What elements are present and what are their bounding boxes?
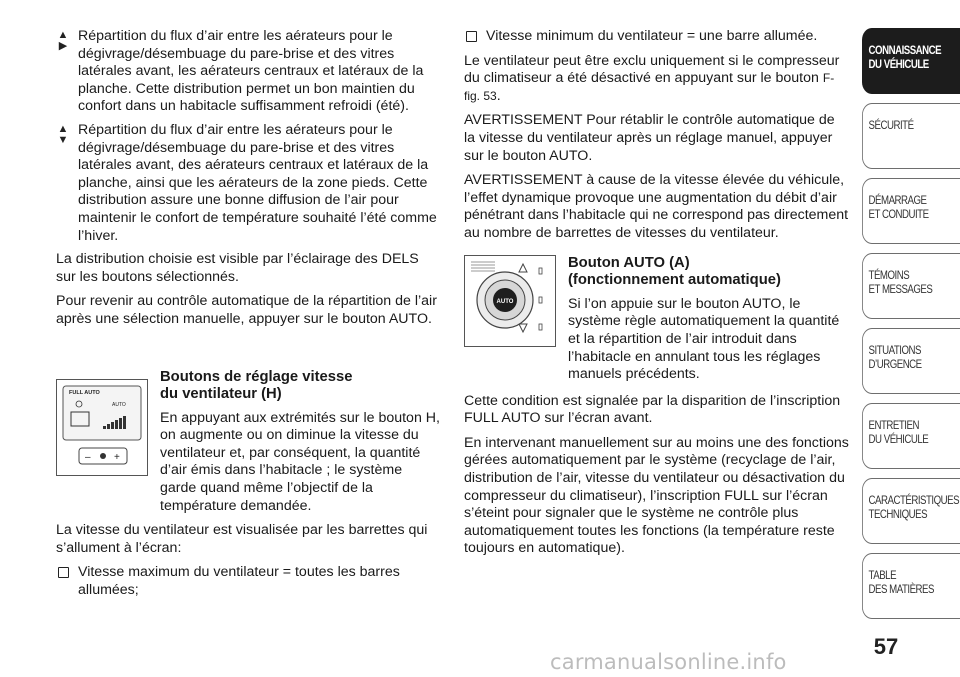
distribution-up-right xyxy=(56,28,441,116)
panel-auto-label: AUTO xyxy=(112,401,126,408)
distribution-up-down xyxy=(56,122,441,245)
tab-entretien-vehicule[interactable]: ENTRETIEN DU VÉHICULE xyxy=(862,403,960,469)
tab-caracteristiques-techniques[interactable]: CARACTÉRISTIQUES TECHNIQUES xyxy=(862,478,960,544)
paragraph: La vitesse du ventilateur est visualisée par les barrettes qui s’allument à l’écran: xyxy=(56,522,428,556)
paragraph: Cette condition est signalée par la disparition de l’inscription FULL AUTO sur l’écran avant. xyxy=(464,392,841,427)
chapter-sidebar xyxy=(862,28,960,628)
middle-column xyxy=(464,28,849,565)
fan-speed-section xyxy=(56,369,441,516)
tab-demarrage-conduite[interactable]: DÉMARRAGE ET CONDUITE xyxy=(862,178,960,244)
figure-reference: F-fig. 53 xyxy=(464,71,835,103)
checkbox-bullet-icon xyxy=(58,567,69,578)
tab-connaissance-vehicule[interactable]: CONNAISSANCE DU VÉHICULE xyxy=(862,28,960,94)
page-number: 57 xyxy=(873,634,899,659)
tab-table-matieres[interactable]: TABLE DES MATIÈRES xyxy=(862,553,960,619)
auto-knob-label: AUTO xyxy=(496,298,514,305)
left-column xyxy=(56,28,441,603)
auto-heading-1: Bouton AUTO (A) xyxy=(568,254,690,271)
fan-heading-2: du ventilateur (H) xyxy=(160,386,282,403)
watermark: carmanualsonline.info xyxy=(550,650,787,674)
panel-full-auto-label: FULL AUTO xyxy=(69,389,100,396)
arrow-up-down-icon: ▲ ▼ xyxy=(57,122,69,146)
arrow-up-right-icon: ▲ ▶ xyxy=(57,29,69,52)
auto-knob-illustration xyxy=(464,255,556,347)
tab-situations-urgence[interactable]: SITUATIONS D’URGENCE xyxy=(862,328,960,394)
warning-2: AVERTISSEMENT à cause de la vitesse élevée du véhicule, l’effet dynamique provoque une augmentation du débit d’air pénétrant dans l’habitacle qui ne correspond pas directement au nombre de barrettes de vitesses du ventilateur. xyxy=(464,172,849,241)
distribution-text: Répartition du flux d’air entre les aérateurs pour le dégivrage/désembuage du pare-brise et des vitres latérales avant, des aérateurs centraux et latéraux de la planche, ainsi que les aérateurs de la zone pieds. Cette distribution assure une bonne diffusion de l’air pour maintenir le confort de température souhaité l’été comme l’hiver. xyxy=(78,121,437,244)
bullet-item: Vitesse minimum du ventilateur = une barre allumée. xyxy=(464,28,849,46)
distribution-text: Répartition du flux d’air entre les aérateurs pour le dégivrage/désembuage du pare-brise et des vitres latérales avant, les aérateurs centraux et latéraux de la planche. Cette distribution permet un bon maintien du confort dans un habitacle suffisamment refroidi (été). xyxy=(78,28,424,115)
auto-heading-2: (fonctionnement automatique) xyxy=(568,272,781,289)
fan-text: En appuyant aux extrémités sur le bouton H, on augmente ou on diminue la vitesse du ventilateur et, par conséquent, la quantité d’air émis dans l’habitacle ; le système garde quand même l’objectif de la température demandée. xyxy=(160,409,440,514)
panel-minus: – xyxy=(85,451,91,463)
auto-text: Si l’on appuie sur le bouton AUTO, le système règle automatiquement la quantité et la répartition de l’air introduit dans l’habitacle en annulant tous les réglages manuels précédents. xyxy=(568,295,840,383)
paragraph: La distribution choisie est visible par l’éclairage des DELS sur les boutons sélectionnés. xyxy=(56,251,419,285)
fan-panel-illustration xyxy=(56,379,148,476)
paragraph: Pour revenir au contrôle automatique de la répartition de l’air après une sélection manuelle, appuyer sur le bouton AUTO. xyxy=(56,293,437,327)
panel-plus: + xyxy=(114,451,120,463)
tab-temoins-messages[interactable]: TÉMOINS ET MESSAGES xyxy=(862,253,960,319)
warning-1: AVERTISSEMENT Pour rétablir le contrôle automatique de la vitesse du ventilateur après un réglage manuel, appuyer sur le bouton AUTO. xyxy=(464,112,835,164)
tab-securite[interactable]: SÉCURITÉ xyxy=(862,103,960,169)
fan-heading-1: Boutons de réglage vitesse xyxy=(160,368,353,385)
paragraph: Le ventilateur peut être exclu uniquement si le compresseur du climatiseur a été désactivé en appuyant sur le bouton F-fig. 53. xyxy=(464,52,840,104)
auto-button-section xyxy=(464,255,849,393)
paragraph: En intervenant manuellement sur au moins une des fonctions gérées automatiquement par le système (recyclage de l’air, distribution de l’air, vitesse du ventilateur ou désactivation du compresseur du climatiseur), l’inscription FULL sur l’écran s’éteint pour signaler que le système ne contrôle plus automatiquement toutes les fonctions (la température reste toujours en automatique). xyxy=(464,434,849,557)
bullet-item: Vitesse maximum du ventilateur = toutes les barres allumées; xyxy=(56,564,441,599)
checkbox-bullet-icon xyxy=(466,31,477,42)
